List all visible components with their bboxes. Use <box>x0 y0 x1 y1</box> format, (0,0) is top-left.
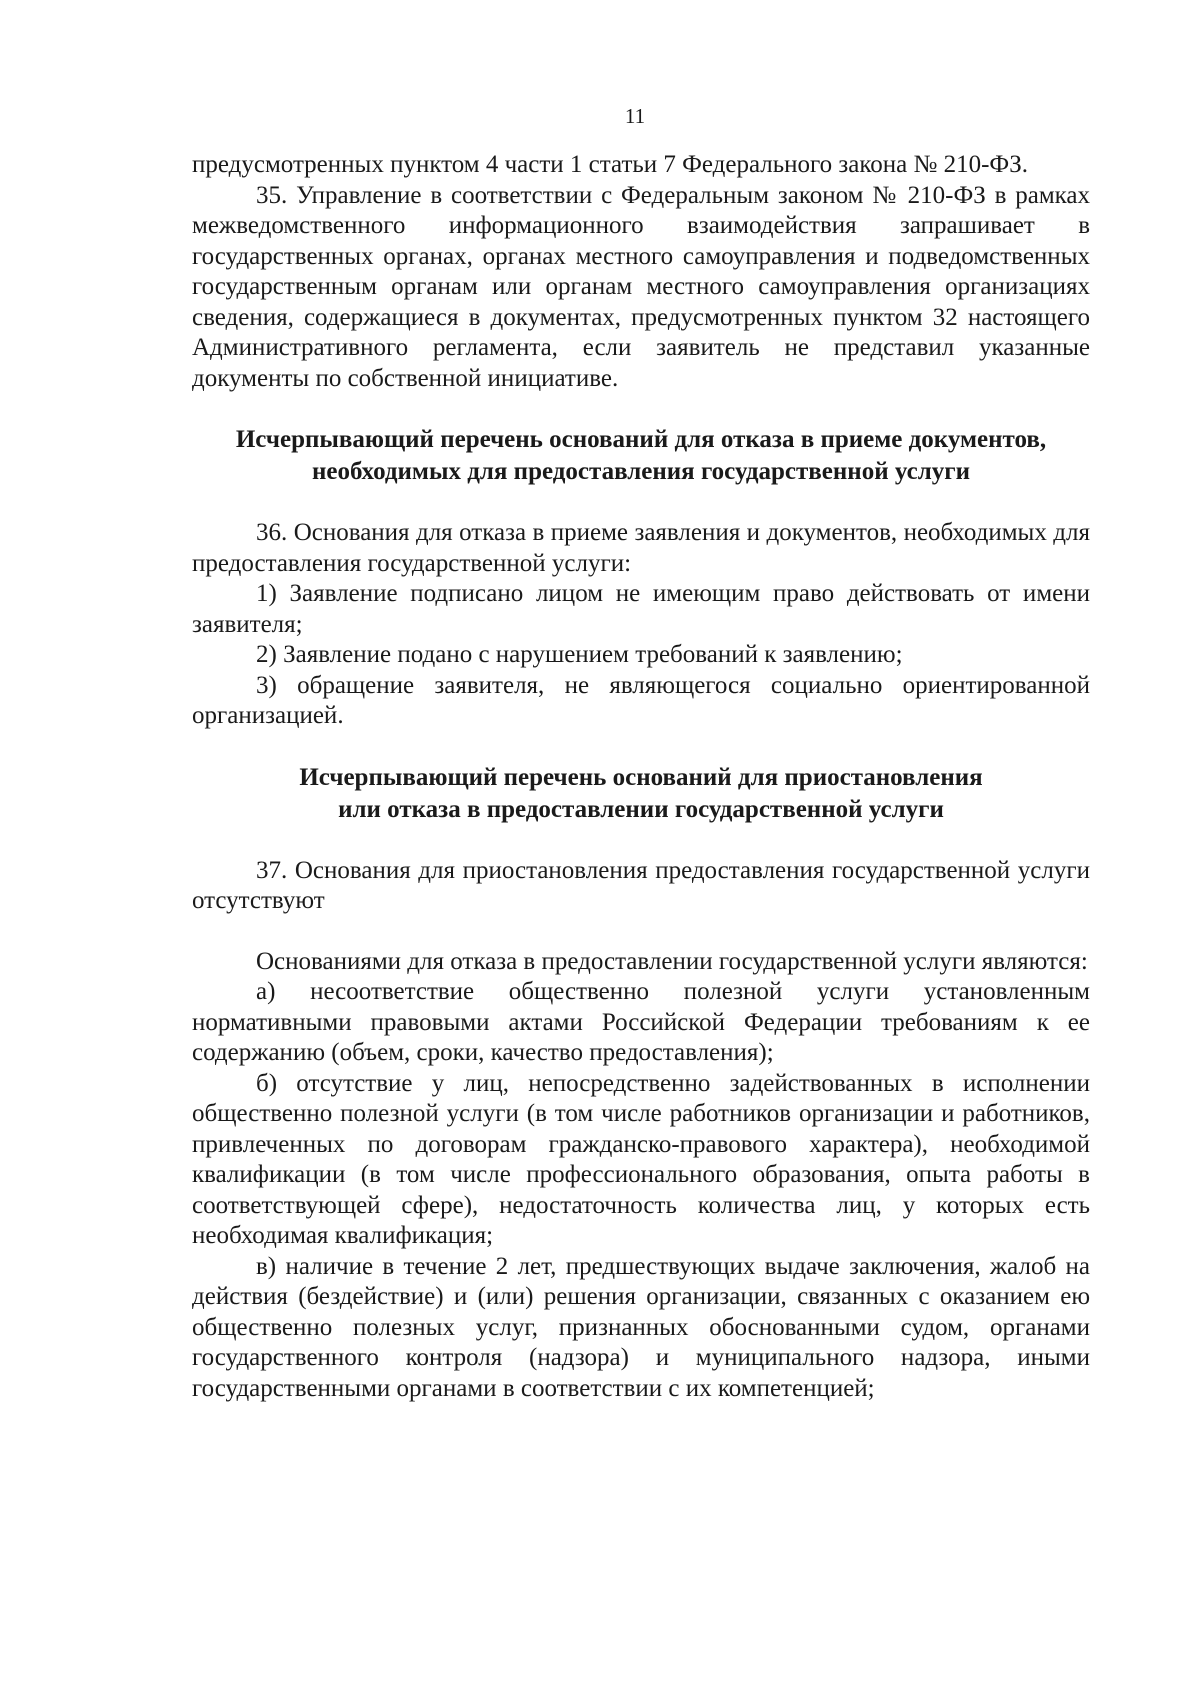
list-item-b: б) отсутствие у лиц, непосредственно задействованных в исполнении общественно полезной услуги (в том числе работников организации и работников, привлеченных по договорам гражданско-правового характера), необходимой квалификации (в том числе профессионального образования, опыта работы в соответствующей сфере), недостаточность количества лиц, у которых есть необходимая квалификация; <box>192 1069 1090 1249</box>
heading-line: Исчерпывающий перечень оснований для приостановления <box>299 763 983 791</box>
page-number: 11 <box>624 104 646 128</box>
list-item-a: а) несоответствие общественно полезной услуги установленным нормативными правовыми актами Российской Федерации требованиям к ее содержанию (объем, сроки, качество предоставления); <box>192 978 1090 1066</box>
paragraph-36: 36. Основания для отказа в приеме заявления и документов, необходимых для предоставления государственной услуги: <box>192 519 1090 577</box>
section-heading-refusal-documents <box>192 424 1090 488</box>
paragraph-37: 37. Основания для приостановления предоставления государственной услуги отсутствуют <box>192 856 1090 914</box>
document-body <box>192 150 1090 1404</box>
heading-line: Исчерпывающий перечень оснований для отказа в приеме документов, <box>235 426 1047 453</box>
section-heading-suspension <box>192 762 1090 826</box>
paragraph-intro: предусмотренных пунктом 4 части 1 статьи 7 Федерального закона № 210-ФЗ. <box>192 151 1028 178</box>
list-item-36-2: 2) Заявление подано с нарушением требований к заявлению; <box>256 641 903 668</box>
list-item-36-1: 1) Заявление подписано лицом не имеющим право действовать от имени заявителя; <box>192 580 1090 638</box>
list-item-36-3: 3) обращение заявителя, не являющегося социально ориентированной организацией. <box>192 671 1090 729</box>
paragraph-refusal-grounds: Основаниями для отказа в предоставлении государственной услуги являются: <box>256 947 1088 975</box>
paragraph-35: 35. Управление в соответствии с Федеральным законом № 210-ФЗ в рамках межведомственного информационного взаимодействия запрашивает в государственных органах, органах местного самоуправления и подведомственных государственным органам или органам местного самоуправления организациях сведения, содержащиеся в документах, предусмотренных пунктом 32 настоящего Административного регламента, если заявитель не представил указанные документы по собственной инициативе. <box>192 181 1090 392</box>
list-item-v: в) наличие в течение 2 лет, предшествующих выдаче заключения, жалоб на действия (бездействие) и (или) решения организации, связанных с оказанием ею общественно полезных услуг, признанных обоснованными судом, органами государственного контроля (надзора) и муниципального надзора, иными государственными органами в соответствии с их компетенцией; <box>192 1252 1090 1402</box>
heading-line: или отказа в предоставлении государственной услуги <box>338 795 944 823</box>
heading-line: необходимых для предоставления государственной услуги <box>312 458 970 485</box>
